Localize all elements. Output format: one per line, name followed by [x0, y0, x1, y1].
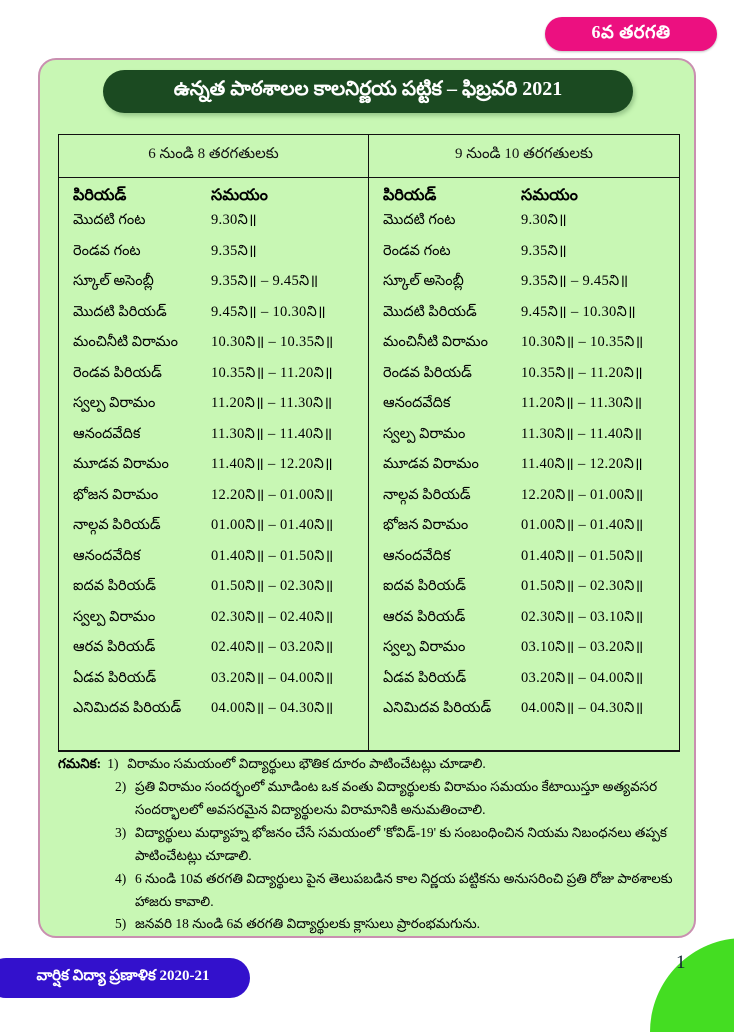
notes-label: గమనిక:: [58, 756, 102, 771]
note-text: 6 నుండి 10వ తరగతి విద్యార్థులు పైన తెలుపబడిన కాల నిర్ణయ పట్టికను అనుసరించి ప్రతి రోజు పాఠశాలకు: [135, 870, 673, 886]
table-row: [369, 700, 679, 731]
cell-period: నాల్గవ పిరియడ్: [383, 486, 471, 503]
cell-time: 11.30ని॥ – 11.40ని॥: [211, 425, 333, 442]
cell-period: భోజన విరామం: [73, 486, 159, 503]
note-text: సందర్భాలలో అవసరమైన విద్యార్థులను విరామానికి అనుమతించాలి.: [135, 801, 486, 817]
notes-list: [58, 777, 680, 935]
subheader-period: పిరియడ్: [383, 187, 437, 204]
note-text: పాటించేటట్లు చూడాలి.: [135, 847, 252, 863]
note-item-continuation: [58, 846, 680, 867]
table-row: [369, 334, 679, 365]
cell-period: రెండవ పిరియడ్: [383, 364, 472, 381]
cell-time: 01.00ని॥ – 01.40ని॥: [211, 517, 334, 533]
note-number: 1): [107, 756, 119, 771]
table-row: [59, 456, 368, 487]
cell-period: మూడవ విరామం: [73, 456, 169, 472]
note-number: 4): [115, 870, 127, 886]
table-row: [369, 487, 679, 518]
table-row: [59, 487, 368, 518]
cell-time: 10.35ని॥ – 11.20ని॥: [521, 364, 644, 381]
cell-period: రెండవ గంట: [383, 242, 451, 259]
cell-time: 01.00ని॥ – 01.40ని॥: [521, 517, 644, 533]
table-row: [369, 517, 679, 548]
cell-period: భోజన విరామం: [383, 517, 469, 533]
cell-period: నాల్గవ పిరియడ్: [73, 517, 161, 533]
cell-time: 11.20ని॥ – 11.30ని॥: [521, 395, 643, 411]
table-row: [59, 365, 368, 396]
cell-time: 01.50ని॥ – 02.30ని॥: [211, 578, 334, 594]
cell-period: స్కూల్ అసెంబ్లీ: [383, 273, 464, 289]
cell-time: 11.20ని॥ – 11.30ని॥: [211, 395, 333, 411]
cell-period: స్వల్ప విరామం: [73, 608, 156, 625]
cell-period: స్వల్ప విరామం: [383, 425, 466, 442]
note-continuation-spacer: [115, 846, 135, 867]
page-title: [103, 70, 633, 113]
cell-time: 10.35ని॥ – 11.20ని॥: [211, 364, 334, 381]
note-number: 3): [115, 824, 127, 840]
note-item-continuation: [58, 892, 680, 913]
table-row: [369, 304, 679, 335]
table-row: [59, 578, 368, 609]
table-row: [369, 243, 679, 274]
cell-time: 9.35ని॥ – 9.45ని॥: [521, 273, 629, 289]
page-number: 1: [676, 952, 686, 973]
cell-time: 03.10ని॥ – 03.20ని॥: [521, 639, 644, 655]
cell-period: ఆరవ పిరియడ్: [73, 639, 156, 655]
subheader-time: సమయం: [521, 187, 578, 204]
page-corner-decoration: [650, 938, 734, 1032]
cell-time: 9.35ని॥: [521, 242, 568, 259]
note-item: [58, 777, 680, 798]
timetable: [58, 134, 680, 752]
subheader-time: సమయం: [211, 187, 268, 204]
cell-period: ఎనిమిదవ పిరియడ్: [383, 700, 492, 716]
cell-period: స్వల్ప విరామం: [383, 639, 466, 655]
cell-period: రెండవ పిరియడ్: [73, 364, 162, 381]
note-text: ప్రతి విరామం సందర్భంలో మూడింట ఒక వంతు విద్యార్థులకు విరామం సమయం కేటాయిస్తూ అత్యవసర: [135, 778, 658, 794]
note-text: హాజరు కావాలి.: [135, 893, 214, 909]
cell-period: ఆనందవేదిక: [383, 547, 451, 564]
timetable-rows-6-to-8: [59, 210, 368, 731]
note-text: జనవరి 18 నుండి 6వ తరగతి విద్యార్థులకు క్లాసులు ప్రారంభమగును.: [135, 916, 481, 932]
cell-period: ఐదవ పిరియడ్: [73, 578, 156, 594]
cell-time: 10.30ని॥ – 10.35ని॥: [211, 334, 334, 350]
cell-time: 9.30ని॥: [521, 212, 568, 228]
cell-time: 04.00ని॥ – 04.30ని॥: [211, 700, 334, 716]
cell-time: 01.50ని॥ – 02.30ని॥: [521, 578, 644, 594]
cell-period: మొదటి పిరియడ్: [383, 303, 477, 320]
table-row: [59, 517, 368, 548]
table-row: [369, 548, 679, 579]
note-continuation-spacer: [115, 892, 135, 913]
cell-period: ఏడవ పిరియడ్: [73, 669, 157, 686]
notes-first-row: [58, 754, 680, 775]
timetable-rows-9-to-10: [369, 210, 679, 731]
table-row: [369, 273, 679, 304]
class-badge: [545, 17, 717, 51]
cell-period: మంచినీటి విరామం: [383, 334, 488, 350]
note-continuation-spacer: [115, 800, 135, 821]
column-header-label: 9 నుండి 10 తరగతులకు: [454, 146, 593, 162]
note-text: విద్యార్థులు మధ్యాహ్న భోజనం చేసే సమయంలో 'కోవిడ్-19' కు సంబంధించిన నియమ నిబంధనలు తప్పక: [135, 824, 667, 840]
note-text: విరామం సమయంలో విద్యార్థులు భౌతిక దూరం పాటించేటట్లు చూడాలి.: [127, 756, 486, 771]
table-row: [59, 670, 368, 701]
table-row: [369, 670, 679, 701]
table-row: [369, 639, 679, 670]
table-row: [59, 212, 368, 243]
note-item: [58, 869, 680, 890]
cell-time: 11.30ని॥ – 11.40ని॥: [521, 425, 643, 442]
footer-banner: [0, 958, 250, 998]
table-row: [59, 304, 368, 335]
cell-time: 03.20ని॥ – 04.00ని॥: [521, 669, 644, 686]
cell-period: ఐదవ పిరియడ్: [383, 578, 466, 594]
notes-section: [58, 754, 680, 937]
cell-period: మంచినీటి విరామం: [73, 334, 178, 350]
note-number: 2): [115, 778, 127, 794]
subheader-period: పిరియడ్: [73, 187, 127, 204]
cell-period: మొదటి గంట: [383, 212, 456, 228]
table-row: [369, 426, 679, 457]
cell-period: ఆనందవేదిక: [73, 547, 141, 564]
cell-period: రెండవ గంట: [73, 242, 141, 259]
class-badge-label: 6వ తరగతి: [591, 21, 671, 42]
cell-time: 02.40ని॥ – 03.20ని॥: [211, 639, 334, 655]
cell-period: మూడవ విరామం: [383, 456, 479, 472]
table-row: [59, 273, 368, 304]
cell-time: 9.35ని॥ – 9.45ని॥: [211, 273, 319, 289]
footer-banner-label: వార్షిక విద్యా ప్రణాళిక 2020-21: [36, 968, 210, 984]
column-header-label: 6 నుండి 8 తరగతులకు: [148, 146, 279, 162]
table-row: [369, 395, 679, 426]
cell-time: 01.40ని॥ – 01.50ని॥: [211, 547, 334, 564]
cell-time: 12.20ని॥ – 01.00ని॥: [521, 486, 644, 503]
table-row: [369, 578, 679, 609]
cell-period: ఆరవ పిరియడ్: [383, 608, 466, 625]
table-row: [369, 609, 679, 640]
cell-time: 03.20ని॥ – 04.00ని॥: [211, 669, 334, 686]
cell-period: ఆనందవేదిక: [383, 395, 451, 411]
note-item: [58, 823, 680, 844]
cell-period: స్కూల్ అసెంబ్లీ: [73, 273, 154, 289]
cell-time: 02.30ని॥ – 02.40ని॥: [211, 608, 334, 625]
cell-period: స్వల్ప విరామం: [73, 395, 156, 411]
column-header-6-to-8: [59, 135, 368, 178]
cell-time: 11.40ని॥ – 12.20ని॥: [211, 456, 334, 472]
note-number: 5): [115, 916, 127, 932]
cell-period: మొదటి పిరియడ్: [73, 303, 167, 320]
table-row: [59, 243, 368, 274]
cell-period: ఏడవ పిరియడ్: [383, 669, 467, 686]
note-item-continuation: [58, 800, 680, 821]
timetable-column-6-to-8: [59, 135, 369, 750]
table-row: [59, 334, 368, 365]
cell-time: 9.45ని॥ – 10.30ని॥: [521, 303, 637, 320]
cell-time: 01.40ని॥ – 01.50ని॥: [521, 547, 644, 564]
cell-time: 11.40ని॥ – 12.20ని॥: [521, 456, 644, 472]
table-row: [59, 700, 368, 731]
table-row: [59, 395, 368, 426]
cell-time: 10.30ని॥ – 10.35ని॥: [521, 334, 644, 350]
cell-time: 9.45ని॥ – 10.30ని॥: [211, 303, 327, 320]
table-row: [59, 548, 368, 579]
table-row: [369, 456, 679, 487]
note-item: [58, 914, 680, 935]
table-row: [369, 212, 679, 243]
table-row: [59, 426, 368, 457]
cell-time: 04.00ని॥ – 04.30ని॥: [521, 700, 644, 716]
cell-period: ఎనిమిదవ పిరియడ్: [73, 700, 182, 716]
table-row: [369, 365, 679, 396]
cell-time: 12.20ని॥ – 01.00ని॥: [211, 486, 334, 503]
column-subheader-row: [369, 178, 679, 210]
page-sheet: [38, 58, 696, 938]
cell-period: మొదటి గంట: [73, 212, 146, 228]
table-row: [59, 639, 368, 670]
cell-time: 02.30ని॥ – 03.10ని॥: [521, 608, 644, 625]
table-row: [59, 609, 368, 640]
timetable-column-9-to-10: [369, 135, 679, 750]
cell-time: 9.30ని॥: [211, 212, 258, 228]
cell-period: ఆనందవేదిక: [73, 425, 141, 442]
cell-time: 9.35ని॥: [211, 242, 258, 259]
page-title-text: ఉన్నత పాఠశాలల కాలనిర్ణయ పట్టిక – ఫిబ్రవరి 2021: [173, 78, 563, 100]
column-header-9-to-10: [369, 135, 679, 178]
column-subheader-row: [59, 178, 368, 210]
